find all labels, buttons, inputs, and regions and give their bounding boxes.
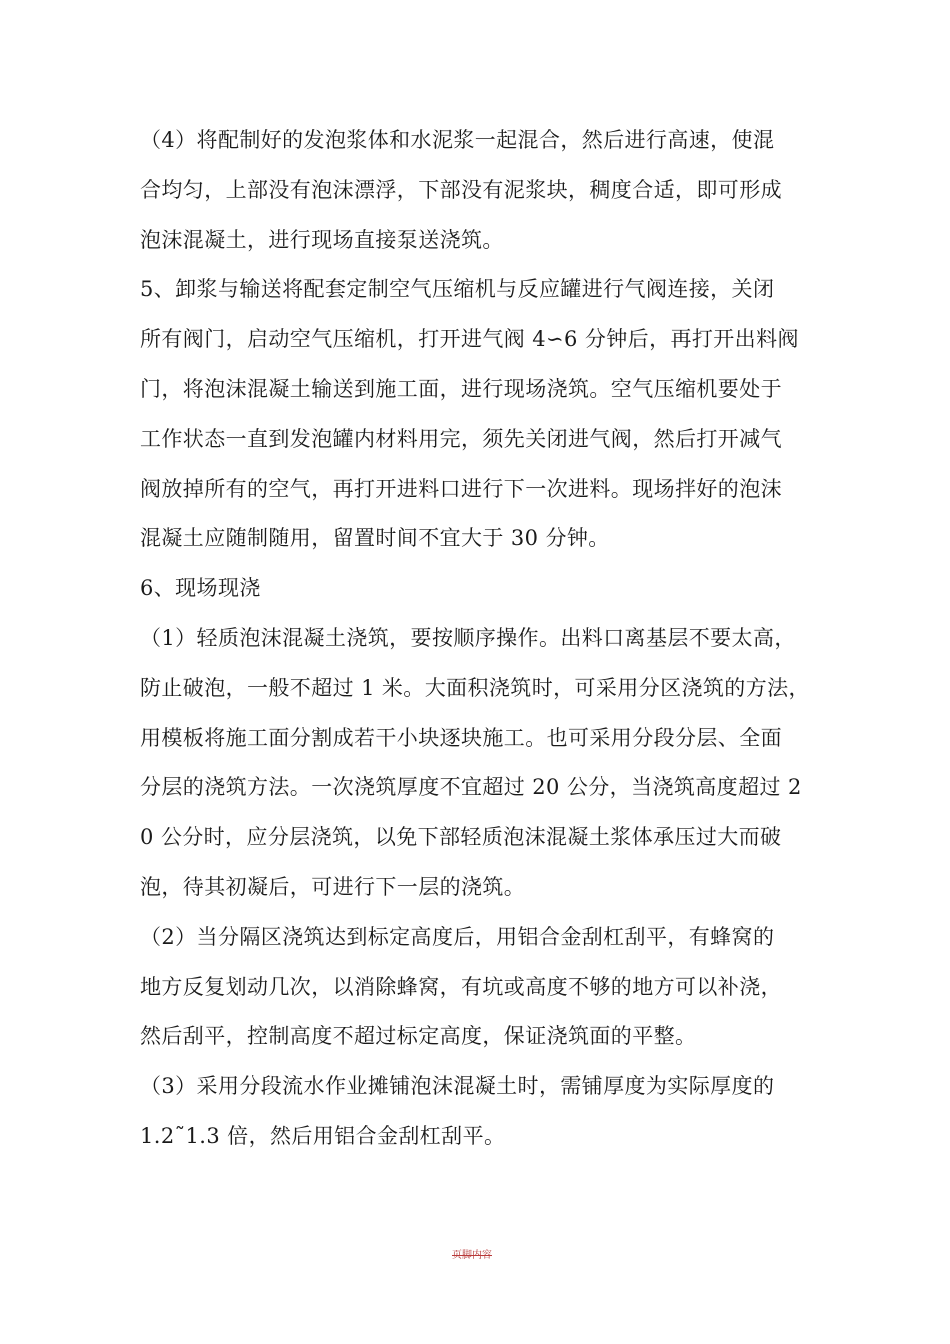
body-line: （2）当分隔区浇筑达到标定高度后，用铝合金刮杠刮平，有蜂窝的 xyxy=(140,925,775,949)
body-line: 泡，待其初凝后，可进行下一层的浇筑。 xyxy=(140,875,526,899)
body-line: 门，将泡沫混凝土输送到施工面，进行现场浇筑。空气压缩机要处于 xyxy=(140,377,782,401)
body-line: （4）将配制好的发泡浆体和水泥浆一起混合，然后进行高速，使混 xyxy=(140,128,775,152)
body-line: （3）采用分段流水作业摊铺泡沫混凝土时，需铺厚度为实际厚度的 xyxy=(140,1074,775,1098)
body-line: 泡沫混凝土，进行现场直接泵送浇筑。 xyxy=(140,228,504,252)
body-line: （1）轻质泡沫混凝土浇筑，要按顺序操作。出料口离基层不要太高， xyxy=(140,626,796,650)
body-line: 分层的浇筑方法。一次浇筑厚度不宜超过 20 公分，当浇筑高度超过 2 xyxy=(140,775,802,799)
section-heading: 5、卸浆与输送将配套定制空气压缩机与反应罐进行气阀连接，关闭 xyxy=(140,277,775,301)
body-line: 混凝土应随制随用，留置时间不宜大于 30 分钟。 xyxy=(140,526,610,550)
body-line: 所有阀门，启动空气压缩机，打开进气阀 4∽6 分钟后，再打开出料阀 xyxy=(140,327,799,351)
body-line: 阀放掉所有的空气，再打开进料口进行下一次进料。现场拌好的泡沫 xyxy=(140,477,782,501)
body-line: 地方反复划动几次，以消除蜂窝，有坑或高度不够的地方可以补浇， xyxy=(140,975,782,999)
page-footer: 页脚内容 xyxy=(452,1250,492,1261)
body-line: 用模板将施工面分割成若干小块逐块施工。也可采用分段分层、全面 xyxy=(140,726,782,750)
body-line: 防止破泡，一般不超过 1 米。大面积浇筑时，可采用分区浇筑的方法， xyxy=(140,676,810,700)
body-line: 然后刮平，控制高度不超过标定高度，保证浇筑面的平整。 xyxy=(140,1024,697,1048)
body-line: 0 公分时，应分层浇筑，以免下部轻质泡沫混凝土浆体承压过大而破 xyxy=(140,825,782,849)
body-line: 合均匀，上部没有泡沫漂浮，下部没有泥浆块，稠度合适，即可形成 xyxy=(140,178,782,202)
body-line: 工作状态一直到发泡罐内材料用完，须先关闭进气阀，然后打开减气 xyxy=(140,427,782,451)
section-heading: 6、现场现浇 xyxy=(140,576,261,600)
body-line: 1.2˜1.3 倍，然后用铝合金刮杠刮平。 xyxy=(140,1124,506,1148)
